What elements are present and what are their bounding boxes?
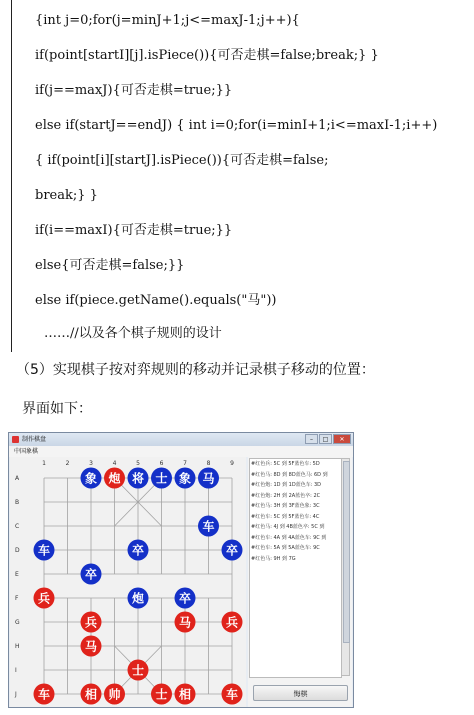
chess-piece-label: 士	[131, 663, 145, 678]
chess-piece-label: 卒	[178, 591, 192, 606]
left-rule	[11, 0, 12, 352]
step5-text: （5）实现棋子按对弈规则的移动并记录棋子移动的位置：	[16, 362, 375, 378]
menu-chinese-chess[interactable]: 中国象棋	[14, 448, 39, 455]
code-line: if(point[startI][j].isPiece()){可否走棋=false;break;} }	[35, 48, 379, 63]
chess-piece-label: 车	[37, 543, 51, 558]
row-label: H	[15, 643, 20, 650]
undo-button[interactable]: 悔棋	[253, 685, 348, 701]
row-label: F	[15, 595, 19, 602]
move-log-entry: #红色马: 3H 到 3F蓝色象: 3C	[251, 503, 320, 509]
chess-piece-label: 兵	[37, 591, 51, 606]
move-log-entry: #红色车: 4A 到 4A蓝色车: 9C 到	[251, 534, 327, 541]
scroll-thumb[interactable]	[343, 461, 350, 643]
row-label: E	[15, 571, 19, 578]
row-label: J	[15, 691, 17, 698]
chess-piece-label: 士	[155, 471, 168, 486]
move-log-entry: #红色兵: 5C 到 5F蓝色车: 5D	[251, 461, 320, 467]
chess-piece-label: 士	[155, 687, 168, 702]
chess-piece-label: 帅	[108, 687, 121, 702]
chess-piece-label: 车	[202, 519, 215, 534]
move-log-entry: #红色炮: 2H 到 2A蓝色卒: 2C	[251, 492, 321, 499]
chess-piece-label: 卒	[84, 567, 98, 582]
chess-board[interactable]	[10, 457, 246, 707]
move-log-entry: #红色炮: 1D 到 1D蓝色车: 3D	[251, 482, 322, 488]
ui-intro-text: 界面如下：	[22, 401, 92, 417]
move-log-entry: #红色马: 8D 到 8D蓝色马: 6D 到	[251, 471, 328, 478]
chess-piece-label: 相	[178, 687, 192, 702]
code-line: {int j=0;for(j=minJ+1;j<=maxJ-1;j++){	[35, 13, 300, 28]
chess-piece-label: 象	[84, 471, 98, 486]
code-line: break;} }	[35, 188, 98, 203]
chess-piece-label: 车	[225, 687, 239, 702]
code-line: { if(point[i][startJ].isPiece()){可否走棋=false;	[35, 153, 329, 168]
maximize-button[interactable]: □	[319, 434, 332, 444]
chess-piece-label: 相	[84, 687, 98, 702]
move-log-entry: #红色车: 5A 到 5A蓝色车: 9C	[251, 545, 320, 551]
column-label: 8	[206, 460, 211, 467]
row-label: A	[15, 475, 20, 482]
board-svg[interactable]	[10, 457, 246, 707]
close-button[interactable]: ✕	[333, 434, 351, 444]
code-line: else if(piece.getName().equals("马"))	[35, 293, 277, 308]
column-label: 9	[230, 460, 234, 467]
move-log-entry: #红色马: 9H 到 7G	[251, 555, 296, 562]
column-label: 5	[136, 460, 140, 467]
chess-piece-label: 车	[37, 687, 51, 702]
chess-piece-label: 马	[84, 639, 98, 654]
chess-window	[8, 432, 354, 708]
row-label: I	[15, 667, 17, 674]
chess-piece-label: 卒	[225, 543, 239, 558]
column-label: 3	[89, 460, 93, 467]
move-log-entry: #红色马: 4J 到 4B蓝色卒: 5C 到	[251, 524, 325, 530]
row-label: D	[15, 547, 20, 554]
row-label: G	[15, 619, 20, 626]
column-label: 6	[159, 460, 164, 467]
column-label: 2	[65, 460, 70, 467]
move-log-scrollbar[interactable]	[341, 458, 350, 676]
chess-piece-label: 兵	[84, 615, 98, 630]
window-controls	[305, 434, 351, 444]
chess-piece-label: 象	[178, 471, 192, 486]
side-panel	[248, 457, 352, 707]
row-label: C	[15, 523, 20, 530]
chess-piece-label: 卒	[131, 543, 145, 558]
column-label: 4	[112, 460, 117, 467]
chess-piece-label: 将	[131, 471, 145, 486]
code-line: ……//以及各个棋子规则的设计	[44, 326, 222, 341]
row-label: B	[15, 499, 20, 506]
chess-piece-label: 马	[202, 471, 215, 486]
code-line: else{可否走棋=false;}}	[35, 258, 185, 273]
column-label: 1	[42, 460, 46, 467]
window-title: 制作棋盘	[22, 436, 47, 443]
app-icon	[12, 436, 19, 443]
chess-piece-label: 炮	[131, 591, 145, 606]
minimize-button[interactable]: –	[305, 434, 318, 444]
chess-piece-label: 马	[178, 615, 192, 630]
code-line: if(i==maxI){可否走棋=true;}}	[35, 223, 233, 238]
code-line: else if(startJ==endJ) { int i=0;for(i=minI+1;i<=maxI-1;i++)	[35, 118, 438, 133]
chess-piece-label: 兵	[225, 615, 239, 630]
column-label: 7	[183, 460, 187, 467]
menu-bar	[9, 446, 353, 457]
code-line: if(j==maxJ){可否走棋=true;}}	[35, 83, 233, 98]
title-bar	[9, 433, 353, 446]
chess-piece-label: 炮	[108, 471, 121, 486]
move-log-entry: #红色车: 5C 到 5F蓝色车: 4C	[251, 513, 320, 520]
move-log[interactable]	[249, 458, 342, 678]
